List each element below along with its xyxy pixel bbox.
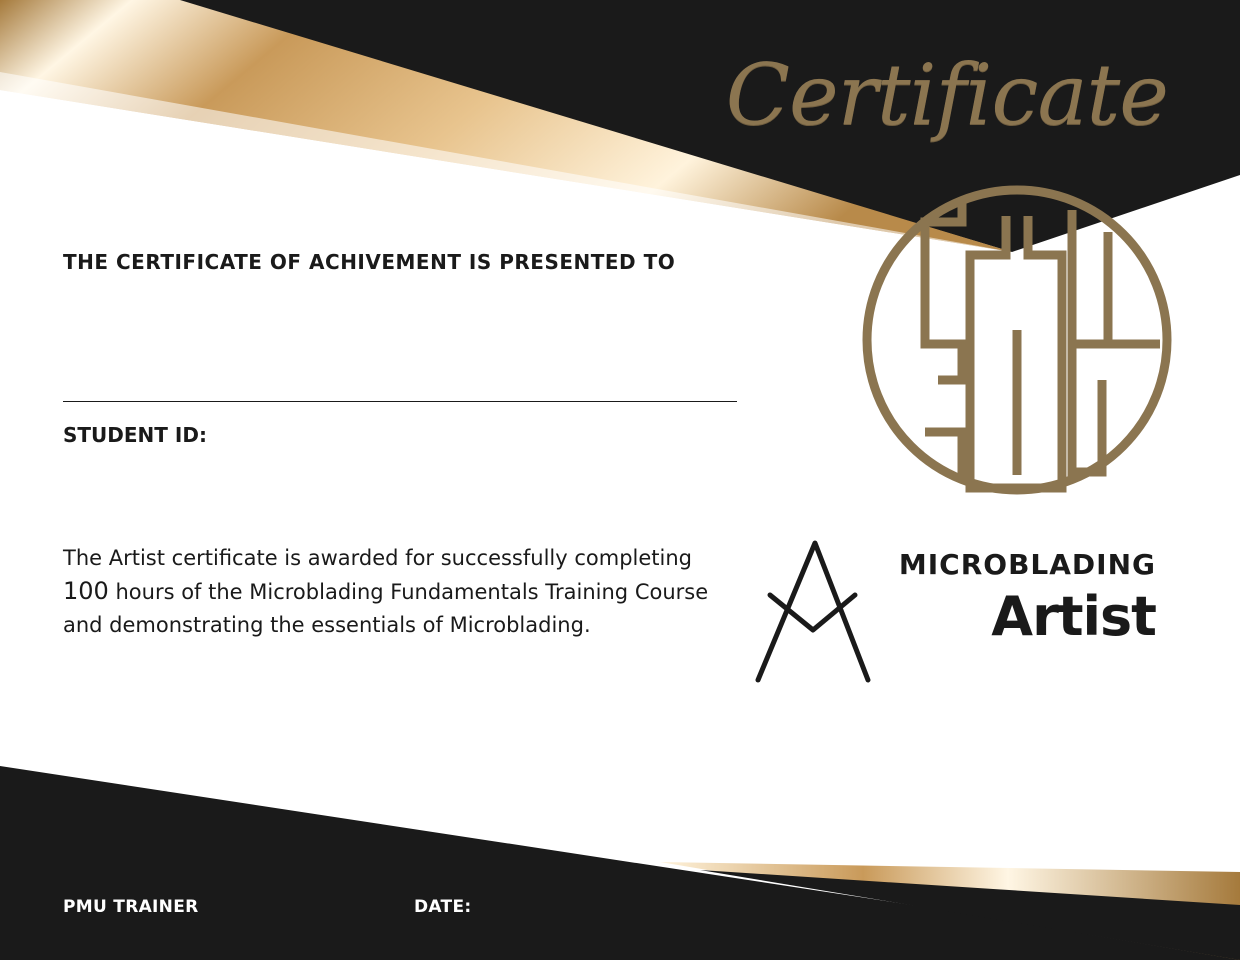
recipient-name-line [63,401,737,402]
award-hours: 100 [63,577,109,605]
microblading-artist-logo-mark [755,540,875,685]
award-description [63,542,733,642]
date-label: DATE: [414,897,472,917]
presented-to-heading: THE CERTIFICATE OF ACHIVEMENT IS PRESENTED TO [63,250,676,274]
brand-line-microblading: MICROBLADING [898,548,1156,581]
bottom-black-band [0,766,1240,960]
certificate-title: Certificate [725,46,1168,144]
pmu-trainer-label: PMU TRAINER [63,897,199,917]
student-id-label: STUDENT ID: [63,423,207,447]
award-text-start: The Artist certificate is awarded for successfully completing [63,546,692,570]
brand-line-artist: Artist [991,585,1156,648]
award-text-end: hours of the Microblading Fundamentals Training Course and demonstrating the essentials of Microblading. [63,580,709,637]
